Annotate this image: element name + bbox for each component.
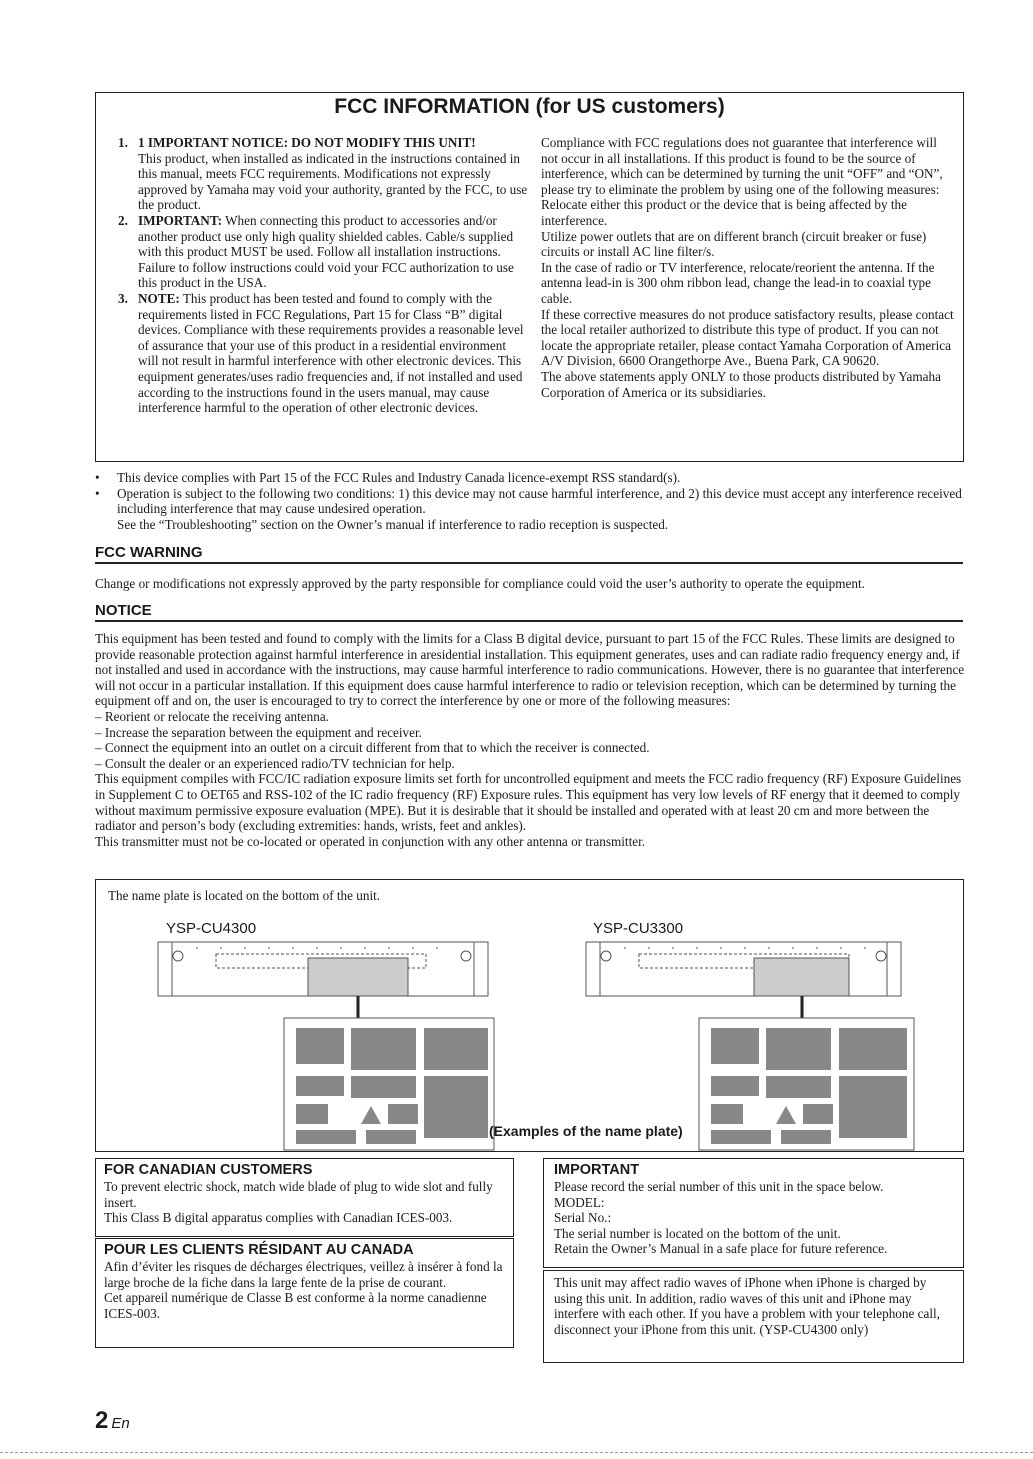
iphone-note-text: This unit may affect radio waves of iPhone when iPhone is charged by using this unit. In addition, radio waves of this unit and iPhone may interfere with each other. If you have a problem with your telephone call, disconnect your iPhone from this unit. (YSP-CU4300 only) — [554, 1275, 940, 1337]
serial-field-label: Serial No.: — [554, 1210, 612, 1226]
troubleshooting-note: See the “Troubleshooting” section on the Owner’s manual if interference to radio reception is suspected. — [117, 516, 669, 532]
compliance-bullet: • Operation is subject to the following two conditions: 1) this device may not cause harmful interference, and 2) this device must accept any interference received including interference that may cause undesired operation. — [95, 485, 962, 517]
fcc-item-head: NOTE: — [138, 290, 180, 306]
important-text: The serial number is located on the bottom of the unit. — [554, 1225, 841, 1241]
fcc-item-2: 2. IMPORTANT: When connecting this product to accessories and/or another product use only high quality shielded cables. Cable/s supplied with this product MUST be used. Follow all installation instructions. Failure to follow instructions could void your FCC authorization to use this product in the USA. — [118, 212, 514, 291]
compliance-bullets — [95, 470, 963, 532]
important-text: Please record the serial number of this unit in the space below. — [554, 1179, 884, 1194]
canadian-fr-text: Afin d’éviter les risques de décharges électriques, veillez à insérer à fond la large broche de la fiche dans la large fente de la prise de courant. — [104, 1259, 503, 1290]
fcc-left-column — [118, 135, 528, 416]
fcc-right-paragraph: Utilize power outlets that are on different branch (circuit breaker or fuse) circuits or install AC line filter/s. — [541, 228, 927, 260]
unit-bottom-illustration-left — [156, 938, 496, 1153]
fcc-item-text: When connecting this product to accessories and/or another product use only high quality shielded cables. Cable/s supplied with this product MUST be used. Follow all installation instructions. Failure to follow instructions could void your FCC authorization to use this product in the USA. — [138, 212, 514, 291]
fcc-item-1: 1. 1 IMPORTANT NOTICE: DO NOT MODIFY THIS UNIT! This product, when installed as indicated in the instructions contained in this manual, meets FCC requirements. Modifications not expressly approved by Yamaha may void your authority, granted by the FCC, to use the product. — [118, 135, 528, 213]
notice-measure: – Reorient or relocate the receiving antenna. — [95, 708, 329, 724]
fcc-item-head: 1 IMPORTANT NOTICE: DO NOT MODIFY THIS UNIT! — [138, 135, 476, 150]
page-language: En — [111, 1415, 130, 1432]
fcc-item-text: This product, when installed as indicated in the instructions contained in this manual, meets FCC requirements. Modifications not expressly approved by Yamaha may void your authority, granted by the FCC, to use the product. — [138, 150, 528, 213]
fcc-right-paragraph: Compliance with FCC regulations does not guarantee that interference will not occur in all installations. If this product is found to be the source of interference, which can be determined by turning the unit “OFF” and “ON”, please try to eliminate the problem by using one of the following measures: — [541, 135, 943, 197]
fcc-item-3: 3. NOTE: This product has been tested and found to comply with the requirements listed in FCC Regulations, Part 15 for Class “B” digital devices. Compliance with these requirements provides a reasonable level of assurance that your use of this product in a residential environment will not result in harmful interference with other electronic devices. This equipment generates/uses radio frequencies and, if not installed and used according to the instructions found in the users manual, may cause interference harmful to the operation of other electronic devices. — [118, 290, 524, 416]
nameplate-intro: The name plate is located on the bottom of the unit. — [108, 888, 381, 903]
important-box — [543, 1158, 964, 1268]
iphone-note-box — [543, 1270, 964, 1363]
fcc-information-box — [95, 92, 964, 462]
important-text: Retain the Owner’s Manual in a safe place for future reference. — [554, 1241, 888, 1257]
notice-heading: NOTICE — [95, 602, 963, 622]
fcc-title: FCC INFORMATION (for US customers) — [334, 95, 725, 118]
nameplate-box — [95, 879, 964, 1152]
model-label-left: YSP-CU4300 — [166, 920, 257, 937]
notice-measure: – Connect the equipment into an outlet on a circuit different from that to which the receiver is connected. — [95, 740, 650, 756]
important-heading: IMPORTANT — [554, 1162, 640, 1178]
nameplate-caption: (Examples of the name plate) — [489, 1123, 683, 1139]
notice-rf: This equipment compiles with FCC/IC radiation exposure limits set forth for uncontrolled equipment and meets the FCC radio frequency (RF) Exposure Guidelines in Supplement C to OET65 and RSS-102 of the IC radio frequency (RF) Exposure rules. This equipment has very low levels of RF energy that it deemed to comply without maximum permissive exposure evaluation (MPE). But it is desirable that it should be installed and operated with at least 20 cm and more between the radiator and person’s body (excluding extremities: hands, wrists, feet and ankles). — [95, 771, 962, 834]
model-field-label: MODEL: — [554, 1194, 605, 1210]
page-number-value: 2 — [95, 1407, 109, 1434]
fcc-right-paragraph: The above statements apply ONLY to those products distributed by Yamaha Corporation of America or its subsidiaries. — [541, 368, 941, 400]
model-label-right: YSP-CU3300 — [593, 920, 684, 937]
notice-colocate: This transmitter must not be co-located or operated in conjunction with any other antenna or transmitter. — [95, 833, 646, 849]
notice-intro: This equipment has been tested and found to comply with the limits for a Class B digital device, pursuant to part 15 of the FCC Rules. These limits are designed to provide reasonable protection against harmful interference in aresidential installation. This equipment generates, uses and can radiate radio frequency energy and, if not installed and used in accordance with the instructions, may cause harmful interference to radio communications. However, there is no guarantee that interference will not occur in a particular installation. If this equipment does cause harmful interference to radio or television reception, which can be determined by turning the equipment off and on, the user is encouraged to try to correct the interference by one or more of the following measures: — [95, 631, 965, 709]
notice-body — [95, 631, 965, 849]
fcc-right-paragraph: In the case of radio or TV interference, relocate/reorient the antenna. If the antenna lead-in is 300 ohm ribbon lead, change the lead-in to coaxial type cable. — [541, 259, 935, 306]
canadian-heading: FOR CANADIAN CUSTOMERS — [104, 1162, 313, 1178]
canadian-fr-text: Cet appareil numérique de Classe B est conforme à la norme canadienne ICES-003. — [104, 1290, 487, 1321]
fcc-item-text: This product has been tested and found to comply with the requirements listed in FCC Regulations, Part 15 for Class “B” digital devices. Compliance with these requirements provides a reasonable level of assurance that your use of this product in a residential environment will not result in harmful interference with other electronic devices. This equipment generates/uses radio frequencies and, if not installed and used according to the instructions found in the users manual, may cause interference harmful to the operation of other electronic devices. — [138, 290, 524, 416]
notice-measure: – Increase the separation between the equipment and receiver. — [95, 724, 422, 740]
fcc-warning-heading: FCC WARNING — [95, 544, 963, 564]
canadian-text: To prevent electric shock, match wide blade of plug to wide slot and fully insert. — [104, 1179, 493, 1210]
unit-bottom-illustration-right — [584, 938, 959, 1153]
fcc-right-paragraph: Relocate either this product or the device that is being affected by the interference. — [541, 197, 907, 228]
fcc-right-column — [541, 135, 956, 400]
bottom-divider — [0, 1452, 1033, 1453]
canadian-customers-fr-box — [95, 1238, 514, 1348]
canadian-text: This Class B digital apparatus complies with Canadian ICES-003. — [104, 1210, 453, 1226]
page-number — [95, 1407, 130, 1435]
fcc-right-paragraph: If these corrective measures do not produce satisfactory results, please contact the local retailer authorized to distribute this type of product. If you can not locate the appropriate retailer, please contact Yamaha Corporation of America A/V Division, 6600 Orangethorpe Ave., Buena Park, CA 90620. — [541, 306, 954, 369]
fcc-item-head: IMPORTANT: — [138, 212, 223, 228]
compliance-bullet: • This device complies with Part 15 of the FCC Rules and Industry Canada licence-exempt RSS standard(s). — [95, 470, 681, 485]
fcc-warning-text: Change or modifications not expressly approved by the party responsible for compliance could void the user’s authority to operate the equipment. — [95, 576, 865, 591]
canadian-fr-heading: POUR LES CLIENTS RÉSIDANT AU CANADA — [104, 1242, 414, 1258]
notice-measure: – Consult the dealer or an experienced radio/TV technician for help. — [95, 755, 455, 771]
canadian-customers-box — [95, 1158, 514, 1237]
